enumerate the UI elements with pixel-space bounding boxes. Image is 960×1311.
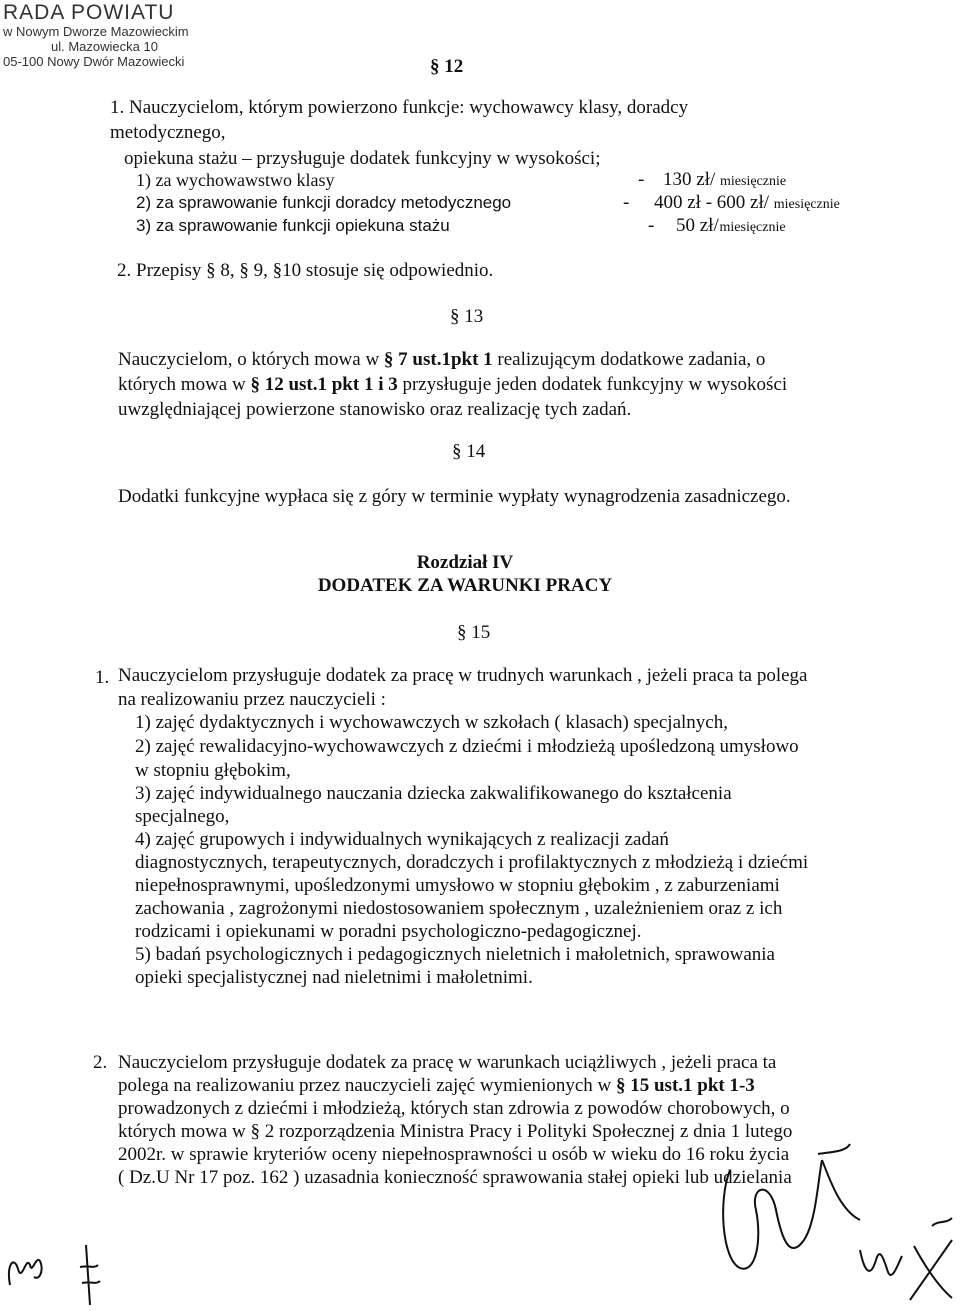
s14-text: Dodatki funkcyjne wypłaca się z góry w terminie wypłaty wynagrodzenia zasadniczego. — [118, 486, 791, 507]
s13-text: realizującym dodatkowe zadania, o — [492, 349, 766, 370]
s15-list-line: 1) zajęć dydaktycznych i wychowawczych w szkołach ( klasach) specjalnych, — [135, 712, 728, 733]
stamp-line-2: w Nowym Dworze Mazowieckim — [3, 24, 189, 39]
s15-p2-line1: Nauczycielom przysługuje dodatek za pracę w warunkach uciążliwych , jeżeli praca ta — [118, 1052, 777, 1073]
s12-item-2-amount — [654, 192, 840, 214]
stamp-line-3: ul. Mazowiecka 10 — [51, 39, 158, 54]
handwritten-initials-right — [840, 1190, 960, 1311]
s13-text: Nauczycielom, o których mowa w — [118, 349, 384, 370]
council-stamp — [3, 2, 189, 69]
s15-p2-line3: prowadzonych z dziećmi i młodzieżą, których stan zdrowia z powodów chorobowych, o — [118, 1098, 790, 1119]
s12-p2: 2. Przepisy § 8, § 9, §10 stosuje się odpowiednio. — [117, 260, 494, 281]
s12-p1-line2: metodycznego, — [110, 122, 226, 143]
s12-item-2-dash: - — [623, 192, 630, 213]
s12-item-1-label: 1) za wychowawstwo klasy — [136, 170, 335, 190]
amount-unit: miesięcznie — [719, 220, 786, 235]
s12-item-1-amount — [663, 169, 786, 191]
chapter-number: Rozdział IV — [416, 552, 514, 573]
s12-item-1-dash: - — [638, 169, 645, 190]
s15-list-line: w stopniu głębokim, — [135, 760, 291, 781]
stamp-title: RADA POWIATU — [3, 1, 175, 24]
s15-list-line: specjalnego, — [135, 806, 230, 827]
s13-line-1 — [118, 349, 765, 371]
s15-list-line: opieki specjalistycznej nad nieletnimi i małoletnimi. — [135, 967, 533, 988]
stamp-line-4: 05-100 Nowy Dwór Mazowiecki — [3, 54, 185, 69]
section-13-heading: § 13 — [450, 306, 484, 327]
s15-p2-line6: ( Dz.U Nr 17 poz. 162 ) uzasadnia konieczność sprawowania stałej opieki lub udzielania — [118, 1167, 792, 1188]
s12-item-2-label: 2) za sprawowanie funkcji doradcy metodycznego — [136, 193, 512, 212]
s15-list-line: zachowania , zagrożonymi niedostosowaniem społecznym , uzależnieniem oraz z ich — [135, 898, 783, 919]
section-14-heading: § 14 — [452, 441, 486, 462]
s12-item-3-dash: - — [648, 215, 655, 236]
amount-value: 400 zł - 600 zł/ — [654, 192, 770, 213]
s15-p2-text: polega na realizowaniu przez nauczycieli zajęć wymienionych w — [118, 1075, 616, 1096]
s13-text: przysługuje jeden dodatek funkcyjny w wysokości — [397, 374, 788, 395]
amount-unit: miesięcznie — [773, 197, 840, 212]
section-12-heading: § 12 — [430, 56, 464, 77]
s13-line-2 — [118, 374, 787, 396]
s13-ref: § 12 ust.1 pkt 1 i 3 — [250, 374, 398, 395]
section-15-heading: § 15 — [457, 622, 491, 643]
s13-line-3: uwzględniającej powierzone stanowisko oraz realizację tych zadań. — [118, 399, 632, 420]
s15-p2-line4: których mowa w § 2 rozporządzenia Ministra Pracy i Polityki Społecznej z dnia 1 lutego — [118, 1121, 793, 1142]
s15-p1-line1: Nauczycielom przysługuje dodatek za pracę w trudnych warunkach , jeżeli praca ta polega — [118, 665, 808, 686]
s12-p1-line1: 1. Nauczycielom, którym powierzono funkcje: wychowawcy klasy, doradcy — [110, 97, 689, 118]
chapter-title: DODATEK ZA WARUNKI PRACY — [317, 575, 613, 596]
s15-list-line: 4) zajęć grupowych i indywidualnych wynikających z realizacji zadań — [135, 829, 669, 850]
s15-p2-ref: § 15 ust.1 pkt 1-3 — [615, 1075, 755, 1096]
s15-p1-line2: na realizowaniu przez nauczycieli : — [118, 689, 386, 710]
s15-list-line: niepełnosprawnymi, upośledzonymi umysłowo w stopniu głębokim , z zaburzeniami — [135, 875, 780, 896]
s15-p2-line5: 2002r. w sprawie kryteriów oceny niepełnosprawności u osób w wieku do 16 roku życia — [118, 1144, 790, 1165]
s12-item-3-amount — [676, 215, 786, 237]
s12-item-3-label: 3) za sprawowanie funkcji opiekuna stażu — [136, 216, 450, 235]
s15-list-line: 2) zajęć rewalidacyjno-wychowawczych z dziećmi i młodzieżą upośledzoną umysłowo — [135, 736, 799, 757]
s13-text: których mowa w — [118, 374, 251, 395]
s13-ref: § 7 ust.1pkt 1 — [383, 349, 493, 370]
amount-value: 50 zł/ — [676, 215, 719, 236]
s15-list-line: 5) badań psychologicznych i pedagogicznych nieletnich i małoletnich, sprawowania — [135, 944, 775, 965]
amount-unit: miesięcznie — [720, 174, 787, 189]
handwritten-initials-left — [0, 1225, 120, 1311]
s15-list-line: diagnostycznych, terapeutycznych, doradczych i profilaktycznych z młodzieżą i dziećmi — [135, 852, 809, 873]
s15-list-line: 3) zajęć indywidualnego nauczania dziecka zakwalifikowanego do kształcenia — [135, 783, 732, 804]
amount-value: 130 zł/ — [663, 169, 716, 190]
s15-p2-line2 — [118, 1075, 755, 1097]
s15-list-line: rodzicami i opiekunami w poradni psychologiczno-pedagogicznej. — [135, 921, 642, 942]
s15-p1-number: 1. — [95, 667, 110, 688]
s12-p1-line3: opiekuna stażu – przysługuje dodatek funkcyjny w wysokości; — [124, 148, 601, 169]
s15-p2-number: 2. — [93, 1052, 108, 1073]
